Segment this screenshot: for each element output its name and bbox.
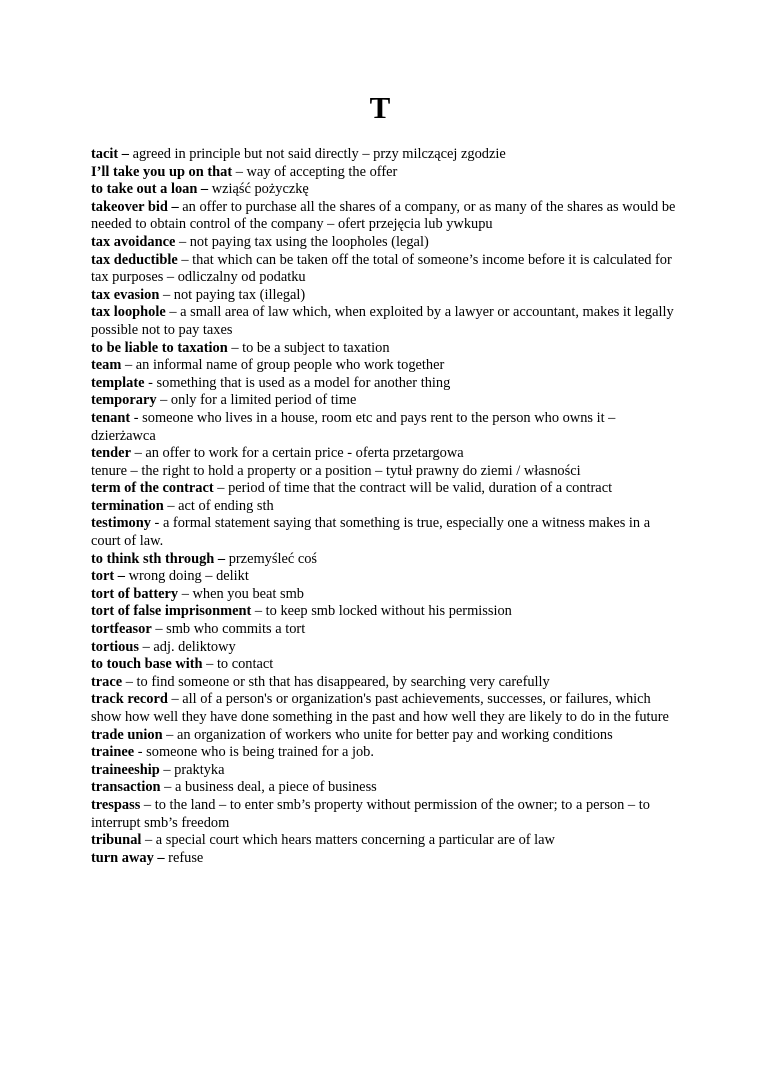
glossary-entry	[91, 621, 681, 639]
entry-term: to think sth through –	[91, 550, 226, 567]
entry-definition: – to find someone or sth that has disappeared, by searching very carefully	[122, 673, 550, 690]
entry-term: tax loophole	[91, 304, 166, 321]
entry-term: template	[91, 374, 145, 391]
entry-term: track record	[91, 691, 168, 708]
entry-term: testimony	[91, 515, 151, 532]
entry-definition: – a special court which hears matters concerning a particular are of law	[141, 832, 555, 849]
glossary-entry	[91, 146, 681, 164]
entry-definition: – an offer to work for a certain price - oferta przetargowa	[130, 445, 464, 462]
entry-definition: - someone who lives in a house, room etc and pays rent to the person who owns it – dzierżawca	[91, 409, 616, 444]
entry-definition: - someone who is being trained for a job.	[134, 744, 374, 761]
entry-term: turn away –	[91, 849, 165, 866]
glossary-entry	[91, 515, 681, 550]
glossary-entry	[91, 850, 681, 868]
entry-term: to be liable to taxation	[91, 339, 228, 356]
entry-definition: – smb who commits a tort	[151, 621, 306, 638]
glossary-entry	[91, 445, 681, 463]
entry-term: tacit –	[91, 146, 129, 162]
entry-definition: – a small area of law which, when exploited by a lawyer or accountant, makes it legally possible not to pay taxes	[91, 304, 674, 338]
entry-definition: – to be a subject to taxation	[227, 339, 390, 356]
entry-term: team	[91, 357, 122, 374]
entry-definition: – period of time that the contract will be valid, duration of a contract	[213, 480, 613, 497]
glossary-entry	[91, 463, 681, 481]
glossary-entry	[91, 252, 681, 287]
entry-term: takeover bid –	[91, 198, 179, 215]
entry-term: term of the contract	[91, 480, 214, 497]
page-title: T	[369, 90, 391, 125]
entry-term: to touch base with	[91, 656, 203, 673]
entry-definition: tenure – the right to hold a property or a position – tytuł prawny do ziemi / własności	[91, 462, 581, 479]
glossary-entry	[91, 568, 681, 586]
glossary-entry	[91, 392, 681, 410]
entry-term: tort of battery	[91, 585, 179, 602]
glossary-entry	[91, 779, 681, 797]
glossary-entry	[91, 744, 681, 762]
entry-term: tortious	[91, 638, 139, 655]
glossary-entry	[91, 480, 681, 498]
entry-term: temporary	[91, 392, 157, 409]
entry-definition: – when you beat smb	[178, 585, 305, 602]
entry-definition: an offer to purchase all the shares of a company, or as many of the shares as would be needed to obtain control of the company – ofert przejęcia lub ywkupu	[91, 198, 676, 233]
glossary-entry	[91, 199, 681, 234]
glossary-entry	[91, 340, 681, 358]
entry-term: traineeship	[91, 761, 160, 778]
entry-definition: agreed in principle but not said directly – przy milczącej zgodzie	[128, 146, 506, 162]
glossary-entry	[91, 164, 681, 182]
entry-definition: refuse	[164, 849, 204, 866]
entry-definition: – a business deal, a piece of business	[160, 779, 377, 796]
glossary-entry	[91, 639, 681, 657]
entry-term: tax avoidance	[91, 233, 176, 250]
entry-definition: – act of ending sth	[163, 497, 274, 514]
entry-definition: – an organization of workers who unite for better pay and working conditions	[162, 726, 613, 743]
glossary-entry	[91, 656, 681, 674]
glossary-entry	[91, 551, 681, 569]
entry-term: trade union	[91, 726, 163, 743]
entry-term: I’ll take you up on that	[91, 163, 233, 180]
entry-definition: – to keep smb locked without his permission	[251, 603, 512, 620]
glossary-entry	[91, 375, 681, 393]
entry-term: trace	[91, 673, 123, 690]
entry-term: tenant	[91, 409, 131, 426]
entry-definition: – all of a person's or organization's past achievements, successes, or failures, which show how well they have done something in the past and how well they are likely to do in the future	[91, 691, 669, 725]
entry-term: tax deductible	[91, 251, 178, 268]
entry-term: trespass	[91, 796, 141, 813]
entry-term: tribunal	[91, 832, 142, 849]
glossary-list	[91, 146, 681, 867]
entry-definition: – praktyka	[159, 761, 225, 778]
glossary-entry	[91, 674, 681, 692]
entry-term: tender	[91, 445, 131, 462]
entry-term: to take out a loan –	[91, 181, 209, 198]
glossary-entry	[91, 181, 681, 199]
entry-definition: przemyśleć coś	[225, 550, 317, 567]
entry-definition: – only for a limited period of time	[156, 392, 357, 409]
entry-term: trainee	[91, 744, 135, 761]
entry-term: transaction	[91, 779, 161, 796]
entry-definition: – not paying tax (illegal)	[159, 286, 306, 303]
entry-term: termination	[91, 497, 164, 514]
entry-definition: wziąść pożyczkę	[208, 181, 309, 198]
glossary-entry	[91, 832, 681, 850]
entry-definition: – adj. deliktowy	[138, 638, 236, 655]
entry-definition: – to contact	[202, 656, 274, 673]
glossary-entry	[91, 498, 681, 516]
entry-definition: – to the land – to enter smb’s property without permission of the owner; to a person – to interrupt smb’s freedom	[91, 796, 650, 831]
entry-definition: - something that is used as a model for another thing	[144, 374, 451, 391]
glossary-entry	[91, 762, 681, 780]
glossary-entry	[91, 304, 681, 339]
entry-definition: – an informal name of group people who work together	[121, 357, 445, 374]
glossary-entry	[91, 357, 681, 375]
entry-definition: – way of accepting the offer	[232, 163, 398, 180]
glossary-entry	[91, 727, 681, 745]
entry-term: tort –	[91, 568, 125, 585]
entry-term: tort of false imprisonment	[91, 603, 252, 620]
glossary-entry	[91, 287, 681, 305]
glossary-entry	[91, 586, 681, 604]
entry-term: tax evasion	[91, 286, 160, 303]
entry-term: tortfeasor	[91, 621, 152, 638]
glossary-entry	[91, 797, 681, 832]
entry-definition: - a formal statement saying that something is true, especially one a witness makes in a court of law.	[91, 515, 651, 550]
glossary-entry	[91, 234, 681, 252]
entry-definition: – not paying tax using the loopholes (legal)	[175, 233, 429, 250]
entry-definition: – that which can be taken off the total of someone’s income before it is calculated for tax purposes – odliczalny od podatku	[91, 251, 672, 286]
entry-definition: wrong doing – delikt	[124, 568, 249, 585]
glossary-entry	[91, 603, 681, 621]
glossary-entry	[91, 410, 681, 445]
glossary-entry	[91, 691, 681, 726]
